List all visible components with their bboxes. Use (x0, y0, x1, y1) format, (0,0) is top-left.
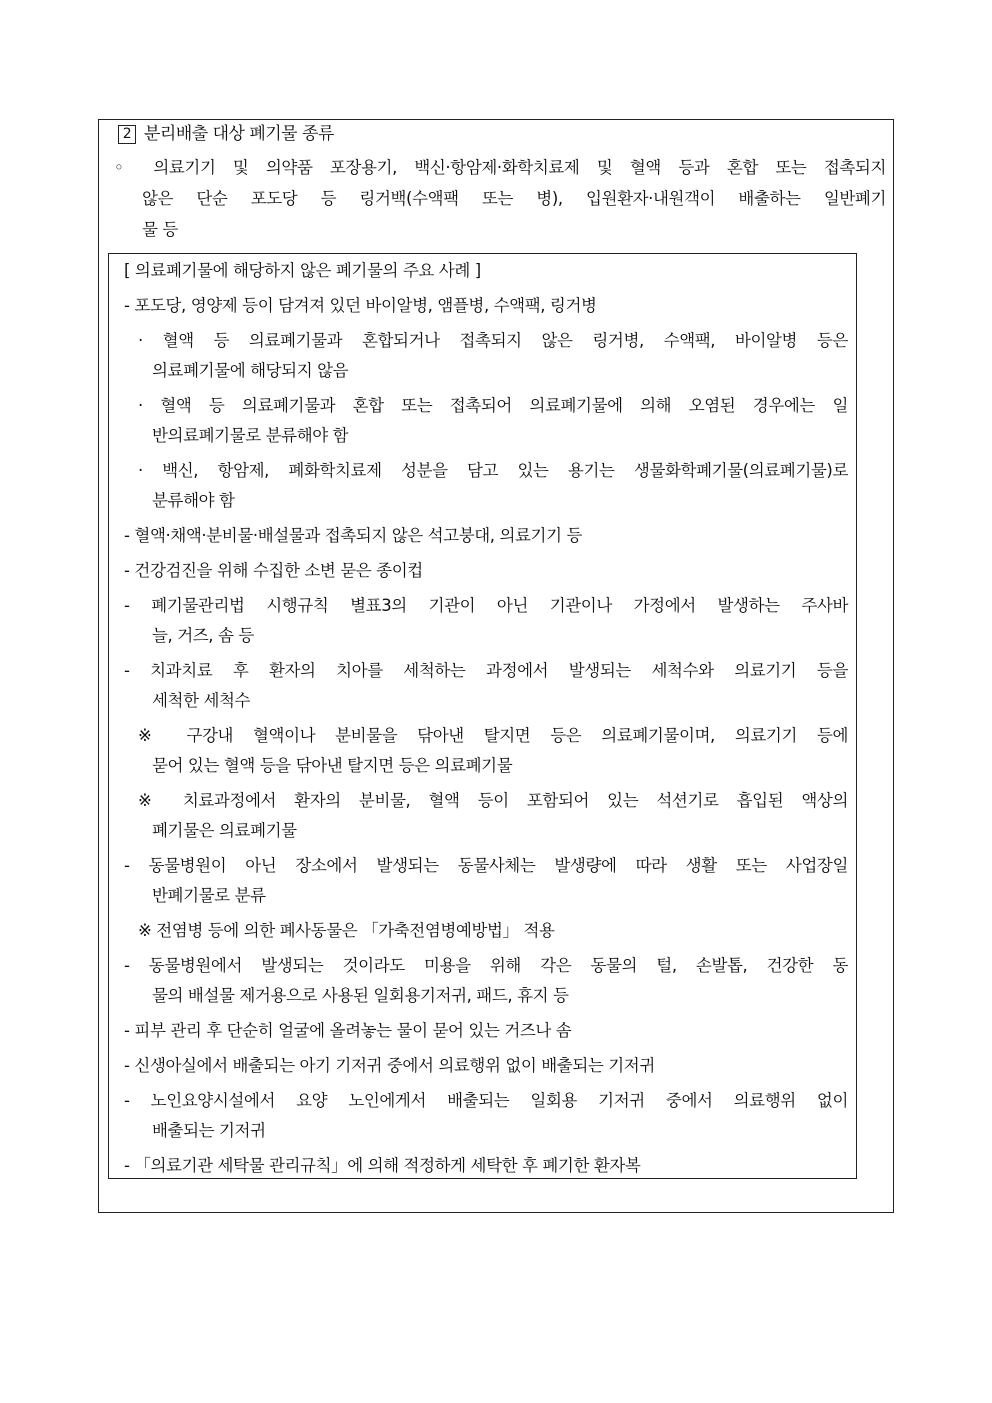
list-item: 반의료폐기물로 분류해야 함 (152, 426, 349, 445)
examples-content (124, 256, 848, 1181)
note-item: ※ 전염병 등에 의한 폐사동물은 「가축전염병예방법」 적용 (138, 921, 555, 940)
intro-line: ◦ 의료기기 및 의약품 포장용기, 백신·항암제·화학치료제 및 혈액 등과 혼합 또는 접촉되지 (114, 158, 886, 177)
list-item: · 혈액 등 의료폐기물과 혼합 또는 접촉되어 의료폐기물에 의해 오염된 경우에는 일 (138, 396, 848, 415)
examples-title: [ 의료폐기물에 해당하지 않은 폐기물의 주요 사례 ] (124, 261, 481, 280)
list-item: 반폐기물로 분류 (152, 886, 266, 905)
section-title: 분리배출 대상 폐기물 종류 (144, 124, 334, 144)
note-item: 묻어 있는 혈액 등을 닦아낸 탈지면 등은 의료폐기물 (152, 756, 513, 775)
intro-line: 물 등 (142, 220, 178, 239)
note-item: 폐기물은 의료폐기물 (152, 821, 297, 840)
list-item: - 폐기물관리법 시행규칙 별표3의 기관이 아닌 기관이나 가정에서 발생하는 주사바 (124, 596, 848, 615)
list-item: 의료폐기물에 해당되지 않음 (152, 361, 349, 380)
list-item: 물의 배설물 제거용으로 사용된 일회용기저귀, 패드, 휴지 등 (152, 986, 569, 1005)
intro-paragraph (114, 152, 886, 245)
section-number: 2 (118, 125, 136, 144)
list-item: - 신생아실에서 배출되는 아기 기저귀 중에서 의료행위 없이 배출되는 기저귀 (124, 1056, 655, 1075)
list-item: 세척한 세척수 (152, 691, 251, 710)
list-item: 늘, 거즈, 솜 등 (152, 626, 254, 645)
list-item: - 노인요양시설에서 요양 노인에게서 배출되는 일회용 기저귀 중에서 의료행위 없이 (124, 1091, 848, 1110)
note-item: ※ 구강내 혈액이나 분비물을 닦아낸 탈지면 등은 의료폐기물이며, 의료기기 등에 (138, 726, 848, 745)
list-item: - 건강검진을 위해 수집한 소변 묻은 종이컵 (124, 561, 423, 580)
list-item: 배출되는 기저귀 (152, 1121, 266, 1140)
note-item: ※ 치료과정에서 환자의 분비물, 혈액 등이 포함되어 있는 석션기로 흡입된 액상의 (138, 791, 848, 810)
list-item: - 동물병원이 아닌 장소에서 발생되는 동물사체는 발생량에 따라 생활 또는 사업장일 (124, 856, 848, 875)
list-item: - 혈액·채액·분비물·배설물과 접촉되지 않은 석고붕대, 의료기기 등 (124, 526, 583, 545)
list-item: - 치과치료 후 환자의 치아를 세척하는 과정에서 발생되는 세척수와 의료기기 등을 (124, 661, 848, 680)
list-item: - 포도당, 영양제 등이 담겨져 있던 바이알병, 앰플병, 수액팩, 링거병 (124, 296, 597, 315)
list-item: - 「의료기관 세탁물 관리규칙」에 의해 적정하게 세탁한 후 폐기한 환자복 (124, 1156, 641, 1175)
list-item: · 혈액 등 의료폐기물과 혼합되거나 접촉되지 않은 링거병, 수액팩, 바이알병 등은 (138, 331, 848, 350)
list-item: · 백신, 항암제, 폐화학치료제 성분을 담고 있는 용기는 생물화학폐기물(의료폐기물)로 (138, 461, 848, 480)
intro-line: 않은 단순 포도당 등 링거백(수액팩 또는 병), 입원환자·내원객이 배출하는 일반폐기 (142, 189, 886, 208)
list-item: - 동물병원에서 발생되는 것이라도 미용을 위해 각은 동물의 털, 손발톱, 건강한 동 (124, 956, 848, 975)
list-item: 분류해야 함 (152, 491, 235, 510)
list-item: - 피부 관리 후 단순히 얼굴에 올려놓는 물이 묻어 있는 거즈나 솜 (124, 1021, 572, 1040)
section-heading (118, 122, 334, 146)
